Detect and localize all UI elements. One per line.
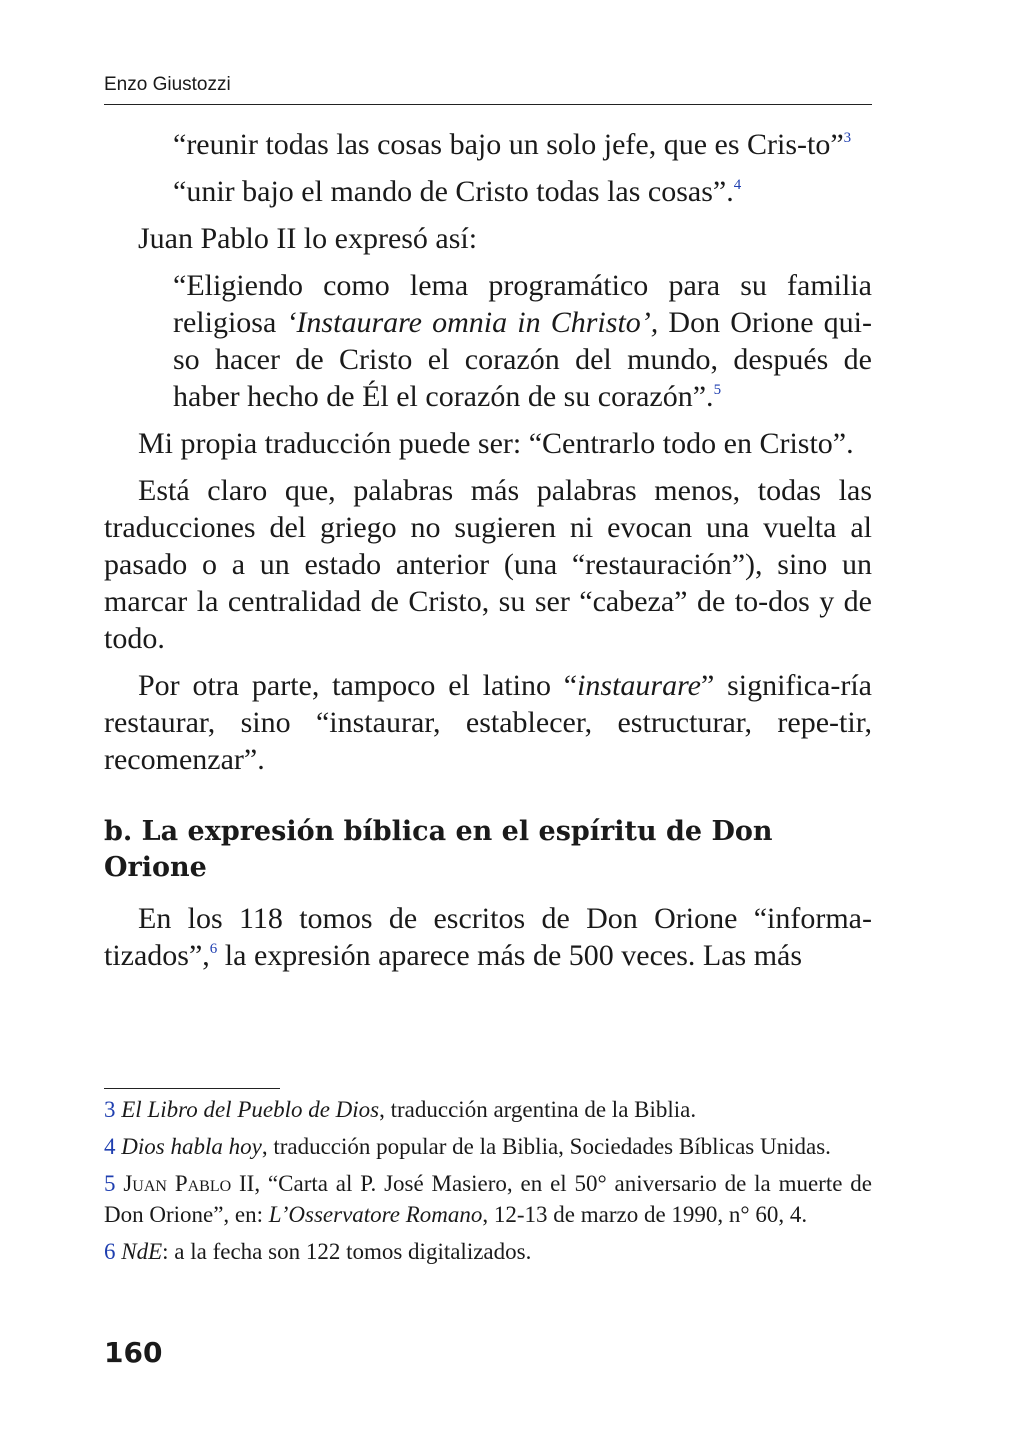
intro-juan-pablo: Juan Pablo II lo expresó así: <box>138 222 478 255</box>
footnote-5-text-a: II, “Carta al P. José Masiero, en el 50° aniversario de la muerte de Don Orione”, en: <box>104 1171 872 1227</box>
footnote-5-journal: L’Osservatore Romano <box>268 1202 483 1227</box>
footnote-separator <box>104 1088 280 1089</box>
main-text <box>104 126 872 984</box>
footnote-4-number: 4 <box>104 1134 116 1159</box>
footnote-4-text: , traducción popular de la Biblia, Sociedades Bíblicas Unidas. <box>261 1134 831 1159</box>
paragraph-3 <box>104 667 872 778</box>
quote-3-part2: Don Orione qui-so hacer de Cristo el corazón del mundo, después de haber hecho de Él el corazón de su corazón”. <box>173 306 872 413</box>
quote-2 <box>173 173 872 210</box>
footnote-6-number: 6 <box>104 1239 116 1264</box>
footnote-3-number: 3 <box>104 1097 116 1122</box>
running-header <box>104 74 872 105</box>
footnote-5-author: Juan Pablo <box>123 1171 232 1196</box>
section-heading: b. La expresión bíblica en el espíritu de Don Orione <box>104 816 773 883</box>
footnote-6-abbrev: NdE <box>121 1239 163 1264</box>
paragraph-3-part2: ” significa-ría restaurar, sino “instaurar, establecer, estructurar, repe-tir, recomenzar”. <box>104 669 872 776</box>
footnote-6-text: : a la fecha son 122 tomos digitalizados. <box>162 1239 532 1264</box>
footnote-4 <box>104 1131 872 1162</box>
paragraph-3-italic: instaurare <box>577 669 701 702</box>
footnote-ref-6[interactable]: 6 <box>209 941 218 957</box>
paragraph-3-part1: Por otra parte, tampoco el latino “ <box>138 669 578 702</box>
footnote-5-text-b: , 12-13 de marzo de 1990, n° 60, 4. <box>482 1202 808 1227</box>
footnote-5 <box>104 1168 872 1230</box>
footnote-3 <box>104 1094 872 1125</box>
paragraph-4-part2: la expresión aparece más de 500 veces. Las más <box>217 939 803 972</box>
quote-3 <box>173 267 872 415</box>
page-number: 160 <box>104 1336 163 1369</box>
paragraph-4-part1: En los 118 tomos de escritos de Don Orione “informa-tizados”, <box>104 902 872 972</box>
footnotes <box>104 1094 872 1273</box>
quote-2-text: “unir bajo el mando de Cristo todas las cosas”. <box>173 175 734 208</box>
footnote-5-number: 5 <box>104 1171 116 1196</box>
footnote-3-text: , traducción argentina de la Biblia. <box>379 1097 697 1122</box>
paragraph-4 <box>104 900 872 974</box>
footnote-ref-4[interactable]: 4 <box>733 177 742 193</box>
footnote-3-title: El Libro del Pueblo de Dios <box>121 1097 380 1122</box>
paragraph-2: Está claro que, palabras más palabras menos, todas las traducciones del griego no sugieren ni evocan una vuelta al pasado o a un estado anterior (una “restauración”), sino un marcar la centralidad de Cristo, su ser “cabeza” de to-dos y de todo. <box>104 474 872 655</box>
footnote-4-title: Dios habla hoy <box>121 1134 262 1159</box>
header-author: Enzo Giustozzi <box>104 74 231 95</box>
footnote-6 <box>104 1236 872 1267</box>
footnote-ref-3[interactable]: 3 <box>843 130 852 146</box>
quote-1 <box>173 126 872 163</box>
quote-3-part1: “Eligiendo como lema programático para su familia religiosa <box>173 269 872 339</box>
quote-1-text: “reunir todas las cosas bajo un solo jefe, que es Cris-to” <box>173 128 844 161</box>
quote-3-italic: ‘Instaurare omnia in Christo’, <box>286 306 659 339</box>
paragraph-1: Mi propia traducción puede ser: “Centrarlo todo en Cristo”. <box>138 427 854 460</box>
footnote-ref-5[interactable]: 5 <box>713 382 722 398</box>
